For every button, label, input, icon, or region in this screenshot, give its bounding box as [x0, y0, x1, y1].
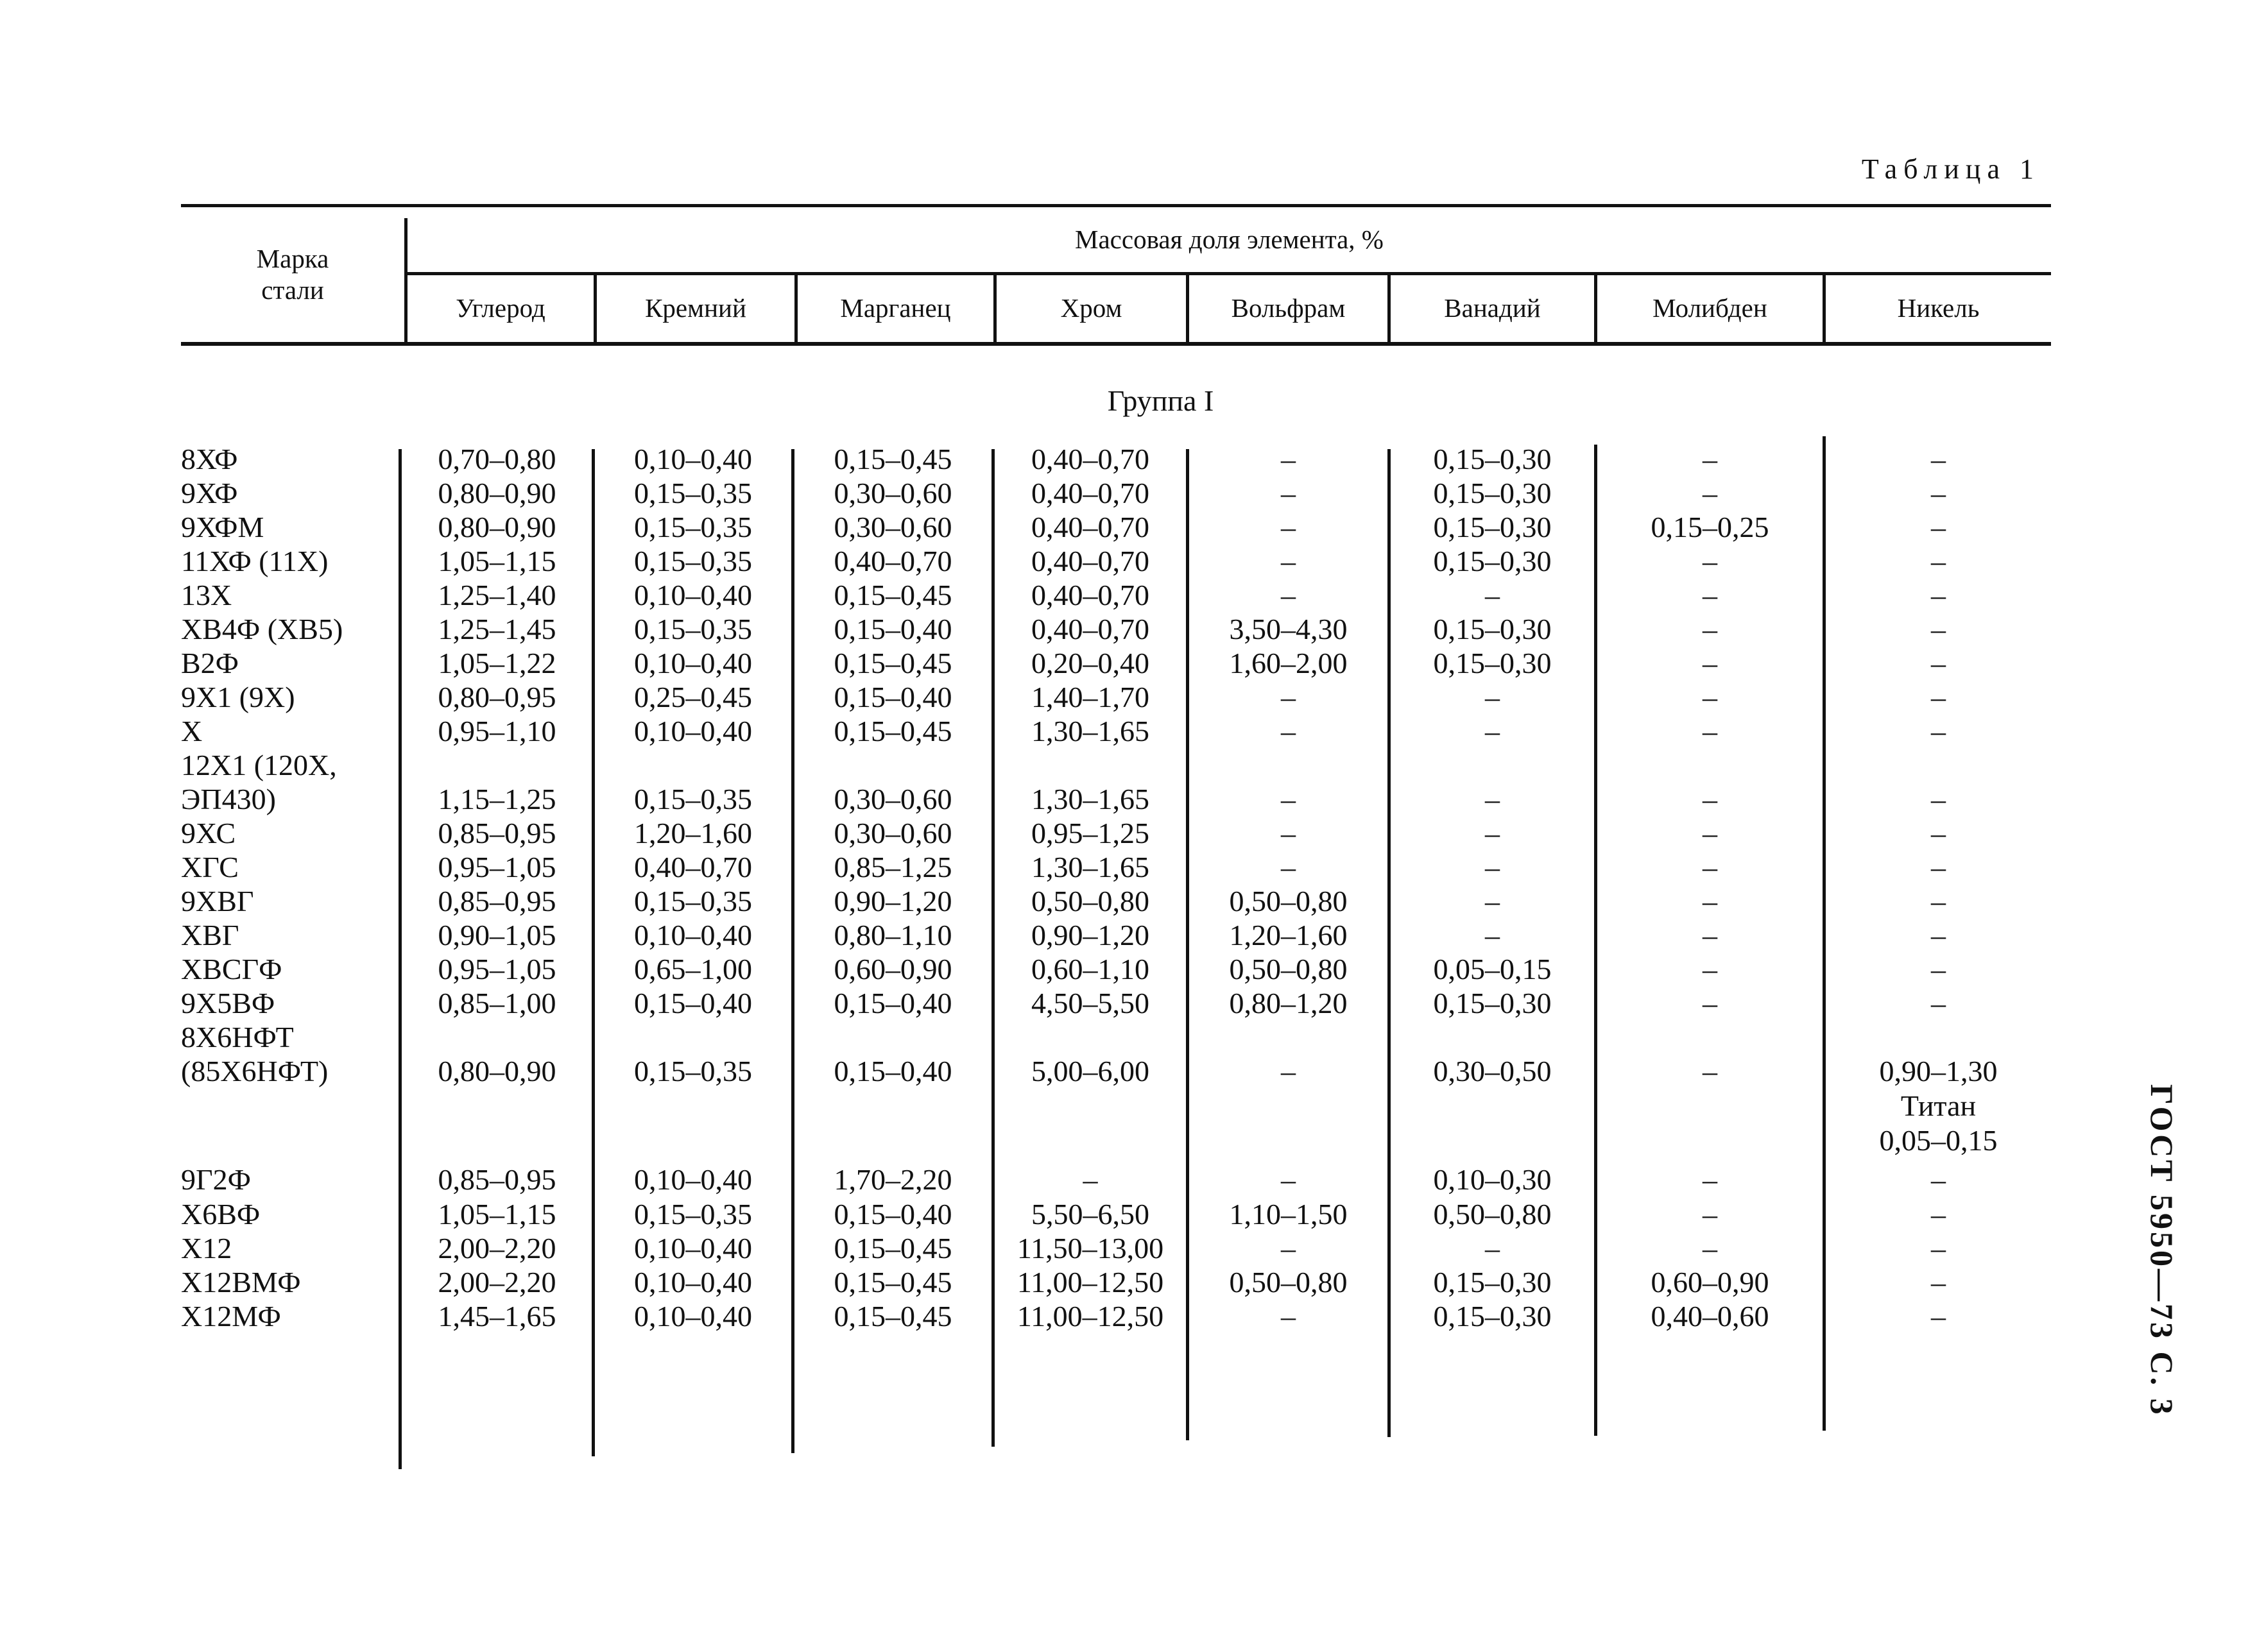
cell-silicon: 0,15–0,35: [634, 613, 752, 645]
cell-vanadium: –: [1485, 885, 1500, 917]
cell-chromium: 11,00–12,50: [1017, 1266, 1164, 1299]
cell-carbon: 0,90–1,05: [438, 919, 556, 951]
cell-manganese: 1,70–2,20: [834, 1163, 952, 1196]
cell-chromium: 1,30–1,65: [1031, 715, 1149, 747]
cell-molybdenum: –: [1703, 647, 1717, 679]
header-bottom-rule: [181, 342, 2051, 346]
cell-molybdenum: –: [1703, 1163, 1717, 1196]
cell-vanadium: 0,15–0,30: [1433, 545, 1552, 577]
cell-steel-grade: ХВГ: [181, 919, 239, 951]
cell-nickel: –: [1931, 681, 1946, 713]
cell-chromium: 5,00–6,00: [1031, 1055, 1149, 1087]
cell-molybdenum: –: [1703, 545, 1717, 577]
cell-chromium: –: [1083, 1163, 1098, 1196]
cell-nickel: Титан: [1900, 1089, 1977, 1122]
cell-chromium: 0,95–1,25: [1031, 817, 1149, 849]
cell-chromium: 1,30–1,65: [1031, 851, 1149, 883]
cell-vanadium: –: [1485, 579, 1500, 611]
cell-silicon: 0,15–0,35: [634, 885, 752, 917]
cell-steel-grade: ХВ4Ф (ХВ5): [181, 613, 343, 645]
cell-carbon: 0,85–1,00: [438, 987, 556, 1019]
cell-tungsten: 1,60–2,00: [1229, 647, 1348, 679]
cell-steel-grade: Х12ВМФ: [181, 1266, 301, 1299]
cell-nickel: –: [1931, 715, 1946, 747]
cell-manganese: 0,90–1,20: [834, 885, 952, 917]
cell-vanadium: 0,15–0,30: [1433, 443, 1552, 475]
cell-manganese: 0,30–0,60: [834, 477, 952, 509]
cell-silicon: 0,15–0,40: [634, 987, 752, 1019]
cell-molybdenum: –: [1703, 817, 1717, 849]
cell-steel-grade: ЭП430): [181, 783, 276, 815]
side-standard-label: ГОСТ 5950—73 С. 3: [2144, 1084, 2180, 1417]
cell-nickel: –: [1931, 1163, 1946, 1196]
cell-tungsten: –: [1281, 1055, 1296, 1087]
cell-molybdenum: –: [1703, 919, 1717, 951]
cell-chromium: 1,30–1,65: [1031, 783, 1149, 815]
cell-manganese: 0,15–0,45: [834, 579, 952, 611]
cell-molybdenum: –: [1703, 715, 1717, 747]
cell-molybdenum: 0,40–0,60: [1651, 1300, 1769, 1333]
col-header-silicon: Кремний: [645, 293, 746, 323]
cell-carbon: 1,25–1,40: [438, 579, 556, 611]
cell-silicon: 0,10–0,40: [634, 579, 752, 611]
cell-carbon: 1,45–1,65: [438, 1300, 556, 1333]
cell-steel-grade: 13Х: [181, 579, 232, 611]
cell-carbon: 1,25–1,45: [438, 613, 556, 645]
cell-nickel: –: [1931, 851, 1946, 883]
cell-nickel: –: [1931, 647, 1946, 679]
cell-carbon: 2,00–2,20: [438, 1232, 556, 1265]
cell-chromium: 0,40–0,70: [1031, 511, 1149, 543]
cell-nickel: 0,90–1,30: [1879, 1055, 1998, 1087]
cell-manganese: 0,15–0,45: [834, 1300, 952, 1333]
cell-silicon: 0,40–0,70: [634, 851, 752, 883]
group-title: Группа I: [1107, 384, 1214, 417]
cell-silicon: 0,10–0,40: [634, 443, 752, 475]
cell-molybdenum: –: [1703, 1198, 1717, 1230]
col-header-vanadium: Ванадий: [1444, 293, 1541, 323]
cell-chromium: 0,90–1,20: [1031, 919, 1149, 951]
cell-nickel: –: [1931, 579, 1946, 611]
cell-carbon: 0,95–1,10: [438, 715, 556, 747]
cell-vanadium: 0,30–0,50: [1433, 1055, 1552, 1087]
mark-header: [181, 207, 404, 342]
cell-nickel: –: [1931, 1232, 1946, 1265]
cell-nickel: –: [1931, 885, 1946, 917]
cell-vanadium: 0,15–0,30: [1433, 1300, 1552, 1333]
cell-manganese: 0,15–0,40: [834, 1198, 952, 1230]
cell-silicon: 0,10–0,40: [634, 1300, 752, 1333]
cell-tungsten: –: [1281, 579, 1296, 611]
cell-silicon: 0,15–0,35: [634, 511, 752, 543]
cell-carbon: 0,80–0,90: [438, 511, 556, 543]
cell-silicon: 1,20–1,60: [634, 817, 752, 849]
cell-manganese: 0,85–1,25: [834, 851, 952, 883]
cell-silicon: 0,10–0,40: [634, 919, 752, 951]
col-header-chromium: Хром: [1060, 293, 1122, 323]
col-header-molybdenum: Молибден: [1652, 293, 1767, 323]
table-label: Таблица 1: [1861, 153, 2040, 185]
cell-silicon: 0,10–0,40: [634, 715, 752, 747]
cell-steel-grade: (85Х6НФТ): [181, 1055, 329, 1087]
cell-silicon: 0,25–0,45: [634, 681, 752, 713]
cell-steel-grade: 9Х5ВФ: [181, 987, 275, 1019]
cell-molybdenum: –: [1703, 953, 1717, 985]
cell-manganese: 0,30–0,60: [834, 511, 952, 543]
cell-carbon: 1,05–1,22: [438, 647, 556, 679]
cell-steel-grade: 12Х1 (120Х,: [181, 749, 337, 781]
col-header-carbon: Углерод: [456, 293, 545, 323]
cell-steel-grade: Х: [181, 715, 203, 747]
cell-steel-grade: 11ХФ (11Х): [181, 545, 329, 577]
cell-nickel: –: [1931, 783, 1946, 815]
col-header-nickel: Никель: [1897, 293, 1980, 323]
cell-chromium: 4,50–5,50: [1031, 987, 1149, 1019]
col-header-tungsten: Вольфрам: [1231, 293, 1346, 323]
cell-vanadium: –: [1485, 681, 1500, 713]
cell-molybdenum: –: [1703, 443, 1717, 475]
cell-manganese: 0,15–0,40: [834, 987, 952, 1019]
cell-manganese: 0,15–0,45: [834, 1232, 952, 1265]
cell-tungsten: –: [1281, 1300, 1296, 1333]
cell-vanadium: 0,15–0,30: [1433, 613, 1552, 645]
cell-carbon: 0,70–0,80: [438, 443, 556, 475]
cell-tungsten: –: [1281, 681, 1296, 713]
cell-vanadium: –: [1485, 715, 1500, 747]
cell-molybdenum: 0,15–0,25: [1651, 511, 1769, 543]
cell-silicon: 0,15–0,35: [634, 1055, 752, 1087]
cell-chromium: 0,50–0,80: [1031, 885, 1149, 917]
cell-molybdenum: –: [1703, 987, 1717, 1019]
cell-nickel: –: [1931, 1198, 1946, 1230]
cell-silicon: 0,15–0,35: [634, 477, 752, 509]
cell-carbon: 1,05–1,15: [438, 1198, 556, 1230]
cell-tungsten: –: [1281, 443, 1296, 475]
mark-header-line2: стали: [261, 275, 324, 305]
cell-carbon: 2,00–2,20: [438, 1266, 556, 1299]
cell-molybdenum: –: [1703, 783, 1717, 815]
cell-nickel: –: [1931, 443, 1946, 475]
col-header-manganese: Марганец: [840, 293, 951, 323]
mark-header-line1: Марка: [256, 243, 329, 273]
cell-vanadium: –: [1485, 817, 1500, 849]
cell-manganese: 0,15–0,45: [834, 647, 952, 679]
cell-chromium: 11,00–12,50: [1017, 1300, 1164, 1333]
cell-manganese: 0,60–0,90: [834, 953, 952, 985]
cell-carbon: 1,15–1,25: [438, 783, 556, 815]
cell-carbon: 0,85–0,95: [438, 817, 556, 849]
cell-manganese: 0,40–0,70: [834, 545, 952, 577]
cell-carbon: 0,85–0,95: [438, 885, 556, 917]
cell-vanadium: 0,15–0,30: [1433, 477, 1552, 509]
cell-steel-grade: В2Ф: [181, 647, 239, 679]
cell-tungsten: –: [1281, 817, 1296, 849]
mass-fraction-header: Массовая доля элемента, %: [1075, 224, 1384, 254]
cell-nickel: –: [1931, 953, 1946, 985]
cell-tungsten: 0,50–0,80: [1229, 885, 1348, 917]
cell-silicon: 0,15–0,35: [634, 545, 752, 577]
cell-steel-grade: Х6ВФ: [181, 1198, 261, 1230]
cell-tungsten: 0,50–0,80: [1229, 1266, 1348, 1299]
cell-vanadium: 0,15–0,30: [1433, 1266, 1552, 1299]
cell-molybdenum: –: [1703, 851, 1717, 883]
cell-carbon: 0,95–1,05: [438, 851, 556, 883]
cell-molybdenum: 0,60–0,90: [1651, 1266, 1769, 1299]
cell-steel-grade: 9ХФ: [181, 477, 238, 509]
cell-chromium: 0,20–0,40: [1031, 647, 1149, 679]
cell-chromium: 1,40–1,70: [1031, 681, 1149, 713]
cell-vanadium: 0,50–0,80: [1433, 1198, 1552, 1230]
cell-carbon: 0,85–0,95: [438, 1163, 556, 1196]
cell-tungsten: –: [1281, 545, 1296, 577]
cell-tungsten: –: [1281, 1163, 1296, 1196]
cell-steel-grade: Х12: [181, 1232, 232, 1265]
cell-carbon: 0,80–0,90: [438, 477, 556, 509]
cell-nickel: –: [1931, 545, 1946, 577]
cell-nickel: –: [1931, 613, 1946, 645]
cell-silicon: 0,15–0,35: [634, 783, 752, 815]
cell-molybdenum: –: [1703, 1055, 1717, 1087]
cell-nickel: –: [1931, 477, 1946, 509]
cell-nickel: –: [1931, 987, 1946, 1019]
cell-vanadium: –: [1485, 783, 1500, 815]
cell-molybdenum: –: [1703, 885, 1717, 917]
cell-chromium: 5,50–6,50: [1031, 1198, 1149, 1230]
cell-tungsten: –: [1281, 783, 1296, 815]
cell-chromium: 0,60–1,10: [1031, 953, 1149, 985]
cell-chromium: 0,40–0,70: [1031, 477, 1149, 509]
cell-vanadium: 0,05–0,15: [1433, 953, 1552, 985]
cell-vanadium: –: [1485, 919, 1500, 951]
cell-steel-grade: 9Х1 (9Х): [181, 681, 295, 713]
cell-silicon: 0,10–0,40: [634, 1266, 752, 1299]
cell-vanadium: –: [1485, 1232, 1500, 1265]
cell-manganese: 0,15–0,40: [834, 681, 952, 713]
cell-molybdenum: –: [1703, 477, 1717, 509]
cell-manganese: 0,15–0,45: [834, 1266, 952, 1299]
cell-carbon: 1,05–1,15: [438, 545, 556, 577]
cell-silicon: 0,15–0,35: [634, 1198, 752, 1230]
cell-nickel: –: [1931, 1266, 1946, 1299]
cell-nickel: –: [1931, 511, 1946, 543]
cell-steel-grade: 8ХФ: [181, 443, 238, 475]
cell-steel-grade: ХВСГФ: [181, 953, 282, 985]
cell-tungsten: 0,80–1,20: [1229, 987, 1348, 1019]
cell-chromium: 0,40–0,70: [1031, 443, 1149, 475]
cell-chromium: 0,40–0,70: [1031, 613, 1149, 645]
cell-tungsten: 1,10–1,50: [1229, 1198, 1348, 1230]
cell-manganese: 0,30–0,60: [834, 783, 952, 815]
cell-nickel: 0,05–0,15: [1879, 1124, 1998, 1157]
cell-manganese: 0,30–0,60: [834, 817, 952, 849]
cell-manganese: 0,15–0,45: [834, 715, 952, 747]
cell-steel-grade: 9ХВГ: [181, 885, 254, 917]
cell-steel-grade: 9Г2Ф: [181, 1163, 251, 1196]
cell-carbon: 0,80–0,90: [438, 1055, 556, 1087]
cell-molybdenum: –: [1703, 681, 1717, 713]
cell-tungsten: 0,50–0,80: [1229, 953, 1348, 985]
cell-tungsten: –: [1281, 1232, 1296, 1265]
cell-vanadium: 0,10–0,30: [1433, 1163, 1552, 1196]
cell-silicon: 0,10–0,40: [634, 1163, 752, 1196]
cell-manganese: 0,15–0,45: [834, 443, 952, 475]
cell-tungsten: –: [1281, 851, 1296, 883]
cell-chromium: 0,40–0,70: [1031, 579, 1149, 611]
cell-tungsten: 3,50–4,30: [1229, 613, 1348, 645]
cell-steel-grade: 9ХФМ: [181, 511, 264, 543]
cell-tungsten: –: [1281, 477, 1296, 509]
cell-steel-grade: 8Х6НФТ: [181, 1021, 294, 1053]
cell-manganese: 0,15–0,40: [834, 613, 952, 645]
cell-steel-grade: ХГС: [181, 851, 239, 883]
cell-carbon: 0,95–1,05: [438, 953, 556, 985]
cell-vanadium: 0,15–0,30: [1433, 987, 1552, 1019]
cell-tungsten: –: [1281, 511, 1296, 543]
cell-silicon: 0,65–1,00: [634, 953, 752, 985]
cell-nickel: –: [1931, 817, 1946, 849]
cell-tungsten: 1,20–1,60: [1229, 919, 1348, 951]
cell-vanadium: 0,15–0,30: [1433, 511, 1552, 543]
cell-vanadium: 0,15–0,30: [1433, 647, 1552, 679]
cell-molybdenum: –: [1703, 613, 1717, 645]
cell-manganese: 0,15–0,40: [834, 1055, 952, 1087]
cell-chromium: 11,50–13,00: [1017, 1232, 1164, 1265]
cell-tungsten: –: [1281, 715, 1296, 747]
cell-silicon: 0,10–0,40: [634, 1232, 752, 1265]
cell-steel-grade: 9ХС: [181, 817, 236, 849]
cell-chromium: 0,40–0,70: [1031, 545, 1149, 577]
cell-nickel: –: [1931, 1300, 1946, 1333]
cell-molybdenum: –: [1703, 579, 1717, 611]
cell-carbon: 0,80–0,95: [438, 681, 556, 713]
cell-steel-grade: Х12МФ: [181, 1300, 281, 1333]
cell-nickel: –: [1931, 919, 1946, 951]
cell-vanadium: –: [1485, 851, 1500, 883]
cell-manganese: 0,80–1,10: [834, 919, 952, 951]
cell-silicon: 0,10–0,40: [634, 647, 752, 679]
cell-molybdenum: –: [1703, 1232, 1717, 1265]
